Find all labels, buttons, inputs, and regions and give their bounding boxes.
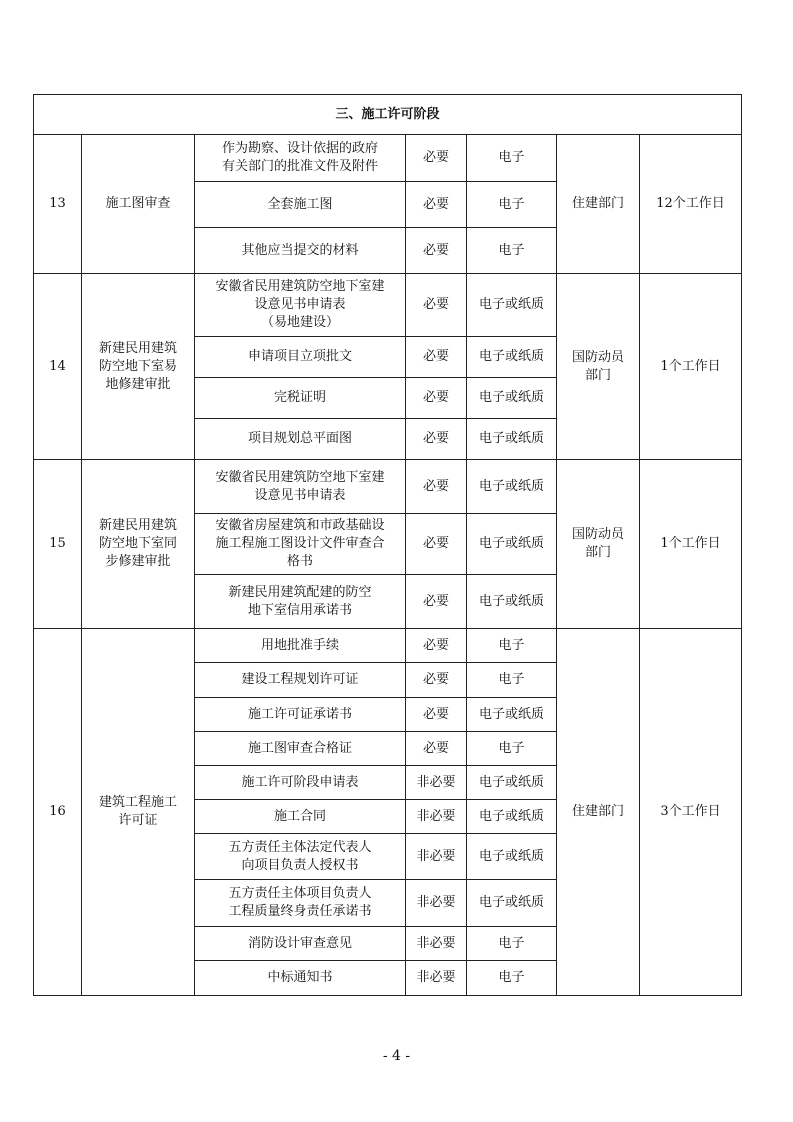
material-form: 电子 xyxy=(467,228,557,274)
material-form: 电子或纸质 xyxy=(467,698,557,732)
item-time-limit: 3个工作日 xyxy=(640,629,742,996)
material-name: 施工图审查合格证 xyxy=(195,732,406,766)
item-name: 施工图审查 xyxy=(82,135,195,274)
material-name: 全套施工图 xyxy=(195,182,406,228)
material-name: 申请项目立项批文 xyxy=(195,337,406,378)
item-name: 新建民用建筑 防空地下室同 步修建审批 xyxy=(82,460,195,629)
material-name: 中标通知书 xyxy=(195,961,406,996)
material-form: 电子或纸质 xyxy=(467,766,557,800)
item-time-limit: 1个工作日 xyxy=(640,274,742,460)
material-name: 项目规划总平面图 xyxy=(195,419,406,460)
material-requirement: 必要 xyxy=(406,182,467,228)
material-name: 完税证明 xyxy=(195,378,406,419)
item-department: 国防动员 部门 xyxy=(557,274,640,460)
material-requirement: 必要 xyxy=(406,419,467,460)
approval-table xyxy=(33,94,742,996)
section-title: 三、施工许可阶段 xyxy=(34,95,742,135)
item-name: 建筑工程施工 许可证 xyxy=(82,629,195,996)
material-name: 其他应当提交的材料 xyxy=(195,228,406,274)
material-form: 电子或纸质 xyxy=(467,337,557,378)
page-number: - 4 - xyxy=(382,1048,411,1064)
material-form: 电子 xyxy=(467,961,557,996)
material-form: 电子或纸质 xyxy=(467,419,557,460)
item-time-limit: 12个工作日 xyxy=(640,135,742,274)
material-name: 五方责任主体法定代表人 向项目负责人授权书 xyxy=(195,834,406,880)
material-name: 消防设计审查意见 xyxy=(195,927,406,961)
item-department: 住建部门 xyxy=(557,629,640,996)
material-name: 施工许可证承诺书 xyxy=(195,698,406,732)
material-requirement: 必要 xyxy=(406,575,467,629)
material-form: 电子或纸质 xyxy=(467,378,557,419)
material-requirement: 必要 xyxy=(406,228,467,274)
material-requirement: 非必要 xyxy=(406,880,467,927)
material-requirement: 非必要 xyxy=(406,927,467,961)
material-form: 电子 xyxy=(467,135,557,182)
material-form: 电子或纸质 xyxy=(467,880,557,927)
material-form: 电子 xyxy=(467,182,557,228)
material-requirement: 必要 xyxy=(406,460,467,514)
material-name: 新建民用建筑配建的防空 地下室信用承诺书 xyxy=(195,575,406,629)
material-requirement: 非必要 xyxy=(406,834,467,880)
material-requirement: 必要 xyxy=(406,514,467,575)
material-form: 电子或纸质 xyxy=(467,514,557,575)
material-form: 电子 xyxy=(467,732,557,766)
material-form: 电子 xyxy=(467,629,557,663)
item-number: 15 xyxy=(34,460,82,629)
material-form: 电子 xyxy=(467,927,557,961)
item-department: 住建部门 xyxy=(557,135,640,274)
material-requirement: 必要 xyxy=(406,337,467,378)
material-name: 建设工程规划许可证 xyxy=(195,663,406,698)
material-requirement: 必要 xyxy=(406,274,467,337)
item-department: 国防动员 部门 xyxy=(557,460,640,629)
material-name: 安徽省民用建筑防空地下室建 设意见书申请表 （易地建设） xyxy=(195,274,406,337)
material-name: 用地批准手续 xyxy=(195,629,406,663)
material-requirement: 必要 xyxy=(406,663,467,698)
material-name: 作为勘察、设计依据的政府 有关部门的批准文件及附件 xyxy=(195,135,406,182)
material-requirement: 必要 xyxy=(406,629,467,663)
material-form: 电子 xyxy=(467,663,557,698)
material-name: 五方责任主体项目负责人 工程质量终身责任承诺书 xyxy=(195,880,406,927)
item-number: 14 xyxy=(34,274,82,460)
material-form: 电子或纸质 xyxy=(467,575,557,629)
material-form: 电子或纸质 xyxy=(467,800,557,834)
material-requirement: 非必要 xyxy=(406,766,467,800)
material-requirement: 必要 xyxy=(406,698,467,732)
material-name: 安徽省民用建筑防空地下室建 设意见书申请表 xyxy=(195,460,406,514)
material-form: 电子或纸质 xyxy=(467,460,557,514)
item-time-limit: 1个工作日 xyxy=(640,460,742,629)
material-requirement: 必要 xyxy=(406,378,467,419)
material-name: 施工合同 xyxy=(195,800,406,834)
item-number: 13 xyxy=(34,135,82,274)
item-number: 16 xyxy=(34,629,82,996)
material-name: 安徽省房屋建筑和市政基础设 施工程施工图设计文件审查合 格书 xyxy=(195,514,406,575)
material-form: 电子或纸质 xyxy=(467,274,557,337)
material-requirement: 必要 xyxy=(406,732,467,766)
material-requirement: 非必要 xyxy=(406,961,467,996)
item-name: 新建民用建筑 防空地下室易 地修建审批 xyxy=(82,274,195,460)
material-requirement: 非必要 xyxy=(406,800,467,834)
material-name: 施工许可阶段申请表 xyxy=(195,766,406,800)
material-requirement: 必要 xyxy=(406,135,467,182)
material-form: 电子或纸质 xyxy=(467,834,557,880)
